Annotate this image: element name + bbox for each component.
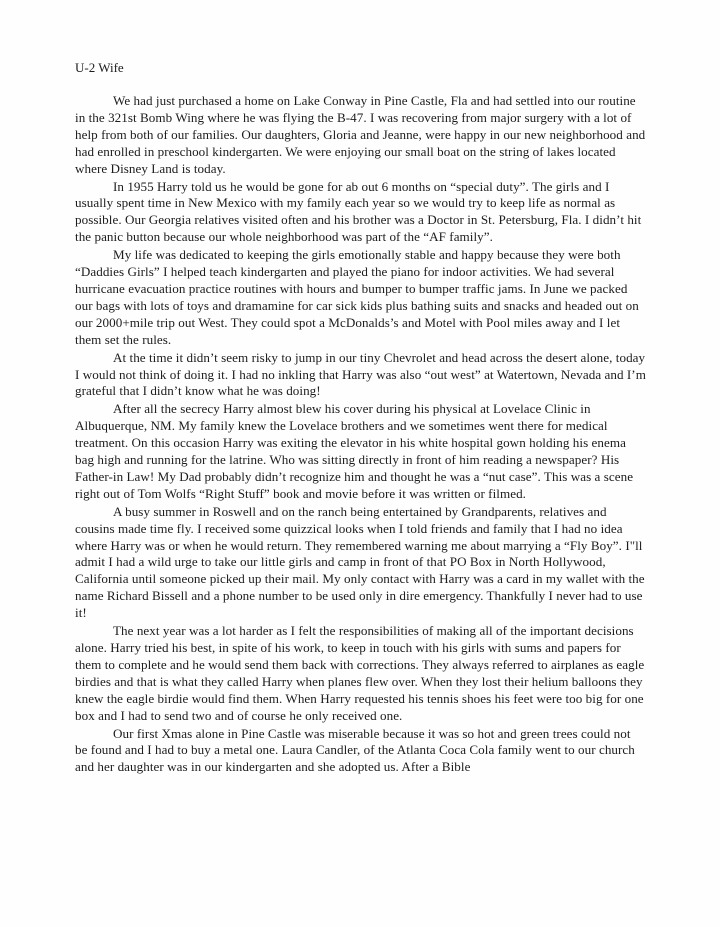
- document-title: U-2 Wife: [75, 60, 124, 75]
- paragraph-5: After all the secrecy Harry almost blew his cover during his physical at Lovelace Clinic in Albuquerque, NM. My family knew the Lovelace brothers and we sometimes went there for medical treatment. On this occasion Harry was exiting the elevator in his white hospital gown holding his enema bag high and running for the latrine. Who was sitting directly in front of him reading a newspaper? His Father-in Law! My Dad probably didn’t recognize him and thought he was a “nut case”. This was a scene right out of Tom Wolfs “Right Stuff” book and movie before it was written or filmed.: [75, 401, 634, 501]
- paragraph-7: The next year was a lot harder as I felt the responsibilities of making all of the important decisions alone. Harry tried his best, in spite of his work, to keep in touch with his girls with sums and papers for them to complete and he would send them back with corrections. They always referred to airplanes as eagle birdies and that is what they called Harry when planes flew over. When they lost their helium balloons they knew the eagle birdie would find them. When Harry requested his tennis shoes his feet were too big for one box and I had to send two and of course he only received one.: [75, 623, 645, 723]
- paragraph-3: My life was dedicated to keeping the girls emotionally stable and happy because they were both “Daddies Girls” I helped teach kindergarten and played the piano for indoor activities. We had several hurricane evacuation practice routines with hours and bumper to bumper traffic jams. In June we packed our bags with lots of toys and dramamine for car sick kids plus bathing suits and snacks and headed out on our 2000+mile trip out West. They could spot a McDonalds’s and Motel with Pool miles away and I let them set the rules.: [75, 247, 639, 347]
- paragraph-1: We had just purchased a home on Lake Conway in Pine Castle, Fla and had settled into our routine in the 321st Bomb Wing where he was flying the B-47. I was recovering from major surgery with a lot of help from both of our families. Our daughters, Gloria and Jeanne, were happy in our new neighborhood and had enrolled in preschool kindergarten. We were enjoying our small boat on the string of lakes located where Disney Land is today.: [75, 93, 646, 176]
- paragraph-4: At the time it didn’t seem risky to jump in our tiny Chevrolet and head across the desert alone, today I would not think of doing it. I had no inkling that Harry was also “out west” at Watertown, Nevada and I’m grateful that I didn’t know what he was doing!: [75, 349, 646, 399]
- paragraph-2: In 1955 Harry told us he would be gone for ab out 6 months on “special duty”. The girls and I usually spent time in New Mexico with my family each year so we would try to keep life as normal as possible. Our Georgia relatives visited often and his brother was a Doctor in St. Petersburg, Fla. I didn’t hit the panic button because our whole neighborhood was part of the “AF family”.: [75, 178, 642, 245]
- paragraph-8: Our first Xmas alone in Pine Castle was miserable because it was so hot and green trees could not be found and I had to buy a metal one. Laura Candler, of the Atlanta Coca Cola family went to our church and her daughter was in our kindergarten and she adopted us. After a Bible: [75, 725, 635, 775]
- paragraph-6: A busy summer in Roswell and on the ranch being entertained by Grandparents, relatives and cousins made time fly. I received some quizzical looks when I told friends and family that I had no idea where Harry was or when he would return. They remembered warning me about marrying a “Fly Boy”. I"ll admit I had a wild urge to take our little girls and camp in front of that PO Box in North Hollywood, California until someone picked up their mail. My only contact with Harry was a card in my wallet with the name Richard Bissell and a phone number to be used only in dire emergency. Thankfully I never had to use it!: [75, 503, 645, 621]
